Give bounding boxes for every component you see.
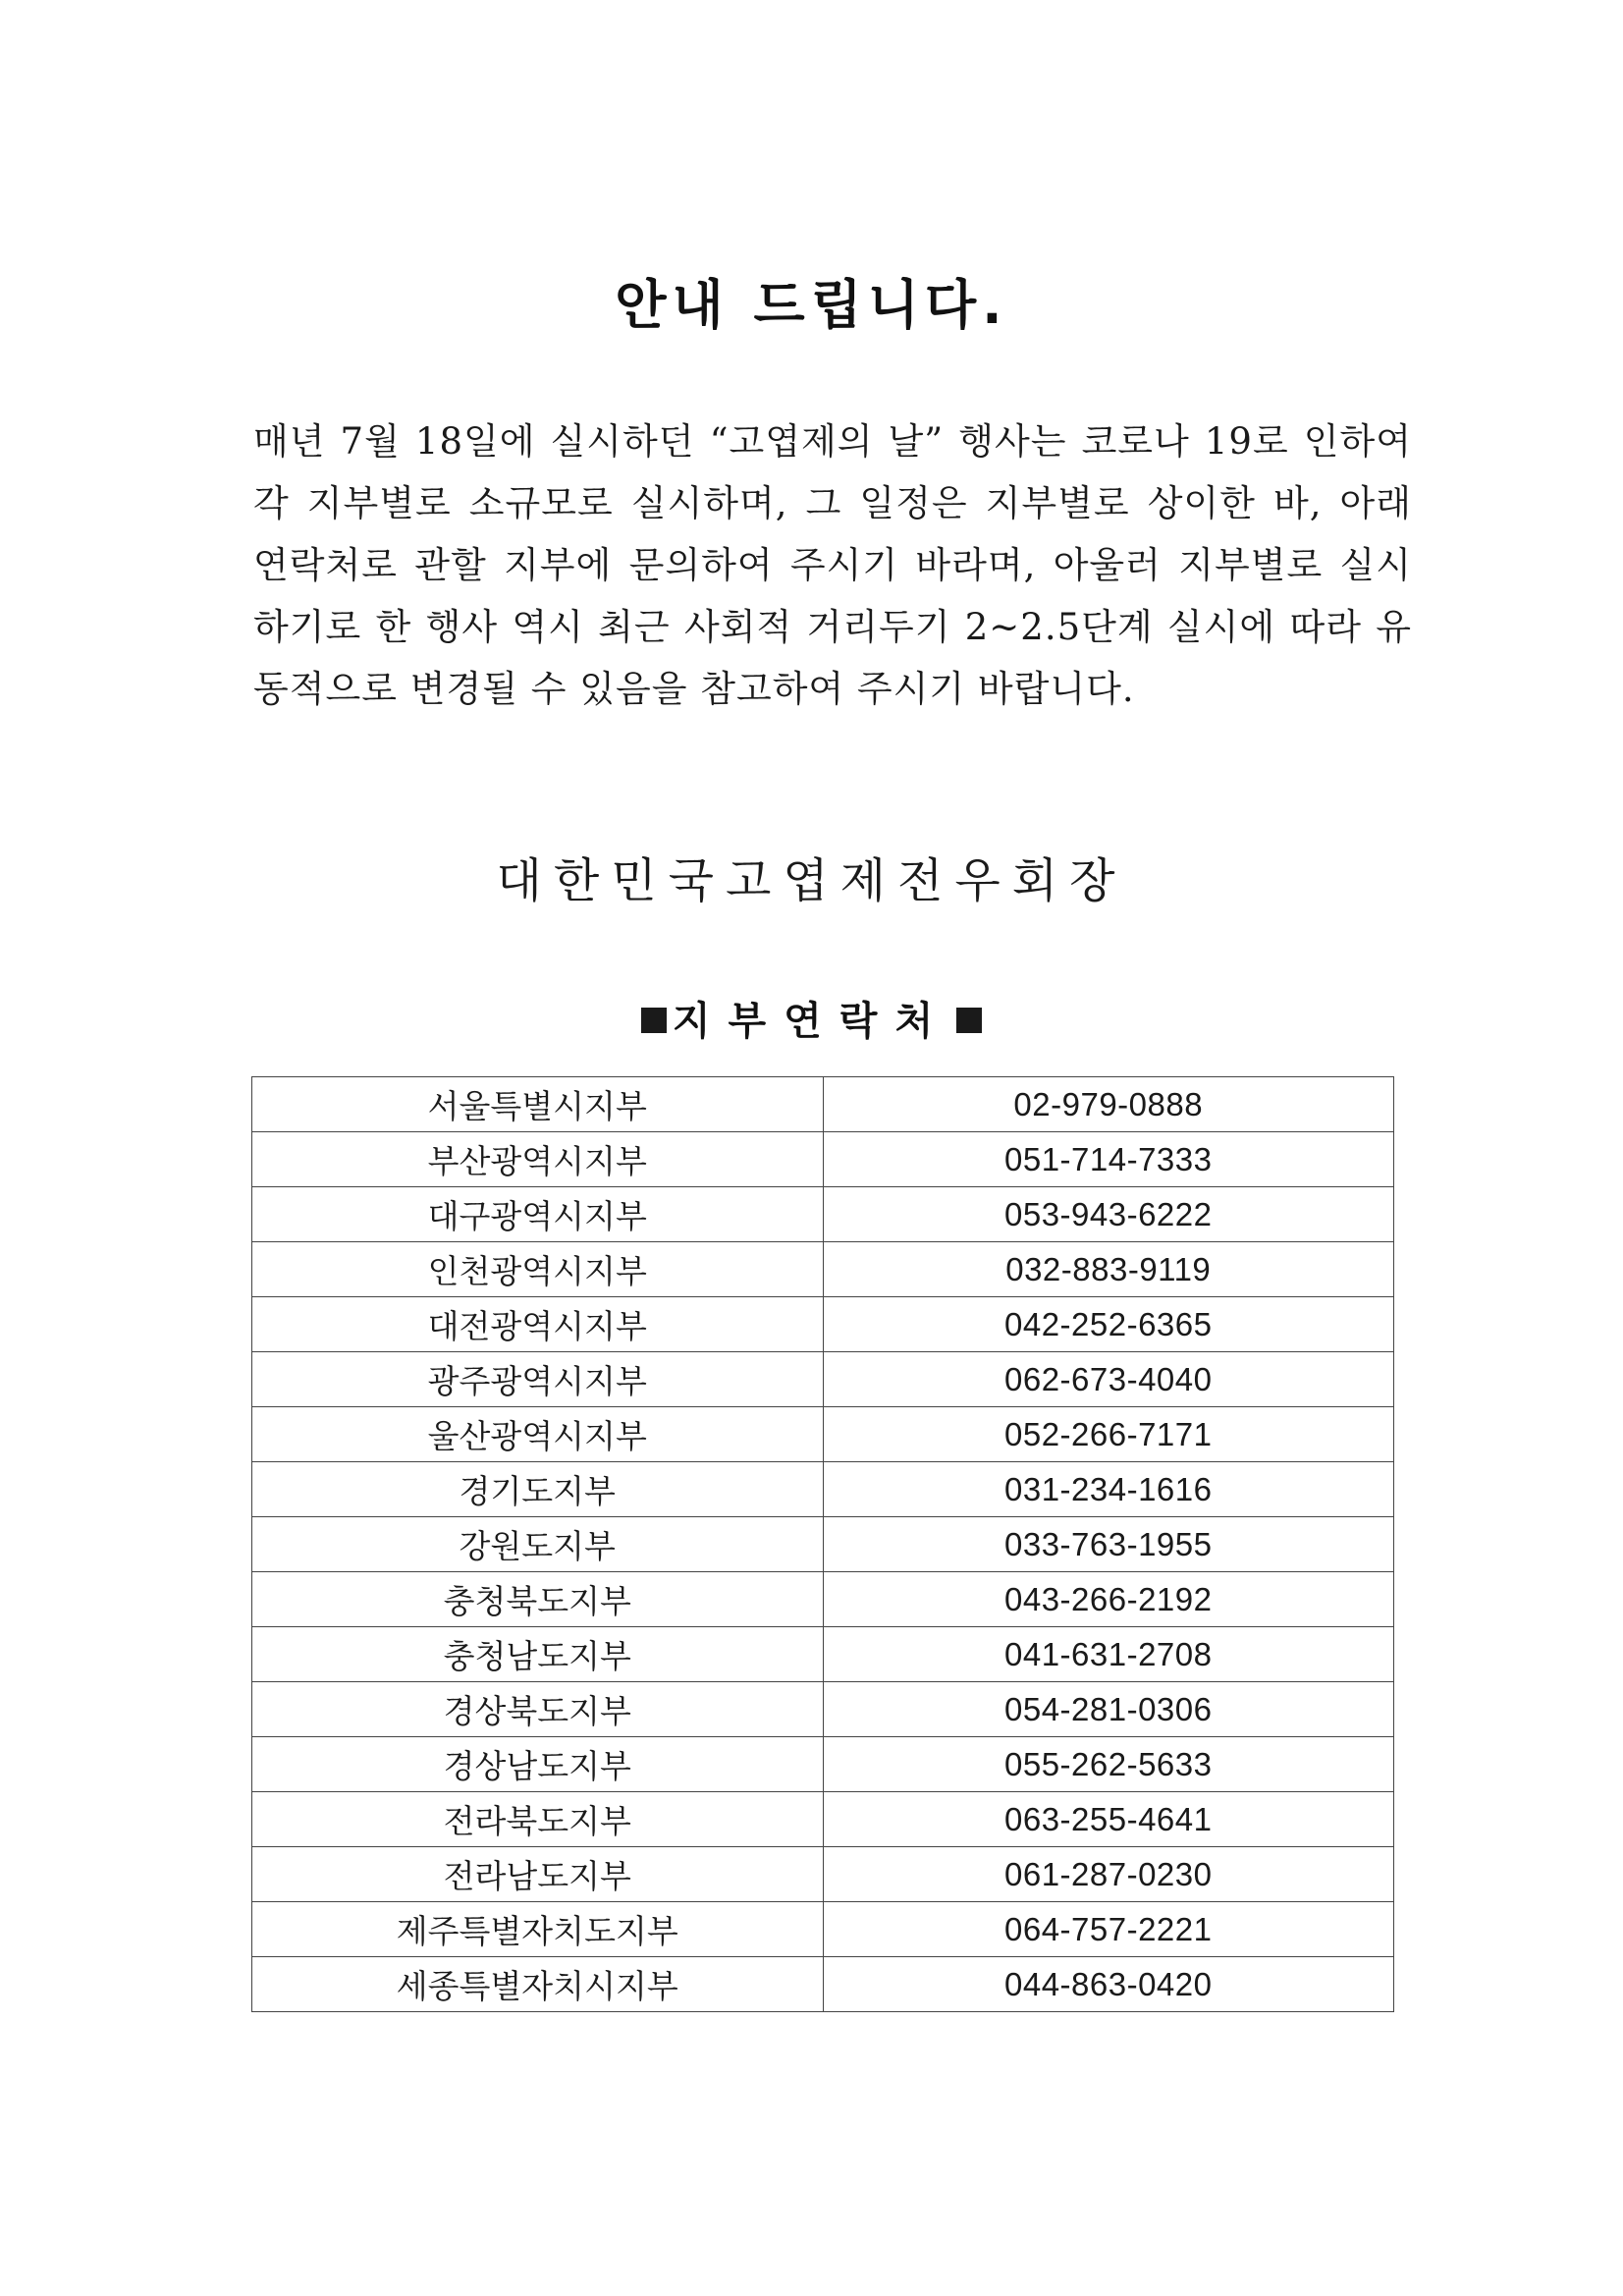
branch-name-cell: 대구광역시지부 — [252, 1187, 824, 1242]
signature: 대한민국고엽제전우회장 — [496, 853, 1127, 908]
phone-number-cell: 054-281-0306 — [823, 1682, 1394, 1737]
black-square-icon — [641, 1008, 667, 1033]
table-row — [252, 1902, 1394, 1957]
table-row — [252, 1682, 1394, 1737]
notice-body: 매년 7월 18일에 실시하던 “고엽제의 날” 행사는 코로나 19로 인하여 각 지부별로 소규모로 실시하며, 그 일정은 지부별로 상이한 바, 아래 연락처로 관할 지부에 문의하여 주시기 바라며, 아울러 지부별로 실시하기로 한 행사 역시 최근 사회적 거리두기 2~2.5단계 실시에 따라 유동적으로 변경될 수 있음을 참고하여 주시기 바랍니다. — [253, 420, 1412, 710]
branch-name-cell: 세종특별자치시지부 — [252, 1957, 824, 2012]
branch-name-cell: 울산광역시지부 — [252, 1407, 824, 1462]
table-row — [252, 1132, 1394, 1187]
branch-name-cell: 강원도지부 — [252, 1517, 824, 1572]
phone-number-cell: 02-979-0888 — [823, 1077, 1394, 1132]
phone-number-cell: 031-234-1616 — [823, 1462, 1394, 1517]
contacts-heading-label: 지부연락처 — [672, 999, 951, 1044]
phone-number-cell: 043-266-2192 — [823, 1572, 1394, 1627]
phone-number-cell: 052-266-7171 — [823, 1407, 1394, 1462]
contacts-table — [251, 1076, 1394, 2012]
phone-number-cell: 061-287-0230 — [823, 1847, 1394, 1902]
table-row — [252, 1957, 1394, 2012]
branch-name-cell: 경상북도지부 — [252, 1682, 824, 1737]
branch-name-cell: 전라남도지부 — [252, 1847, 824, 1902]
branch-name-cell: 전라북도지부 — [252, 1792, 824, 1847]
branch-name-cell: 충청북도지부 — [252, 1572, 824, 1627]
branch-name-cell: 서울특별시지부 — [252, 1077, 824, 1132]
branch-name-cell: 제주특별자치도지부 — [252, 1902, 824, 1957]
branch-name-cell: 대전광역시지부 — [252, 1297, 824, 1352]
phone-number-cell: 064-757-2221 — [823, 1902, 1394, 1957]
phone-number-cell: 051-714-7333 — [823, 1132, 1394, 1187]
phone-number-cell: 063-255-4641 — [823, 1792, 1394, 1847]
table-row — [252, 1572, 1394, 1627]
phone-number-cell: 044-863-0420 — [823, 1957, 1394, 2012]
phone-number-cell: 055-262-5633 — [823, 1737, 1394, 1792]
table-row — [252, 1737, 1394, 1792]
table-row — [252, 1352, 1394, 1407]
table-row — [252, 1517, 1394, 1572]
table-row — [252, 1792, 1394, 1847]
table-row — [252, 1462, 1394, 1517]
table-row — [252, 1242, 1394, 1297]
table-row — [252, 1187, 1394, 1242]
black-square-icon — [956, 1008, 982, 1033]
branch-name-cell: 경상남도지부 — [252, 1737, 824, 1792]
table-row — [252, 1627, 1394, 1682]
page-title: 안내 드립니다. — [615, 274, 1008, 336]
phone-number-cell: 042-252-6365 — [823, 1297, 1394, 1352]
branch-name-cell: 부산광역시지부 — [252, 1132, 824, 1187]
table-row — [252, 1847, 1394, 1902]
phone-number-cell: 032-883-9119 — [823, 1242, 1394, 1297]
contacts-heading — [0, 990, 1623, 1046]
table-row — [252, 1297, 1394, 1352]
branch-name-cell: 인천광역시지부 — [252, 1242, 824, 1297]
phone-number-cell: 053-943-6222 — [823, 1187, 1394, 1242]
phone-number-cell: 062-673-4040 — [823, 1352, 1394, 1407]
contacts-table-body — [252, 1077, 1394, 2012]
branch-name-cell: 광주광역시지부 — [252, 1352, 824, 1407]
phone-number-cell: 033-763-1955 — [823, 1517, 1394, 1572]
branch-name-cell: 경기도지부 — [252, 1462, 824, 1517]
table-row — [252, 1077, 1394, 1132]
phone-number-cell: 041-631-2708 — [823, 1627, 1394, 1682]
branch-name-cell: 충청남도지부 — [252, 1627, 824, 1682]
table-row — [252, 1407, 1394, 1462]
